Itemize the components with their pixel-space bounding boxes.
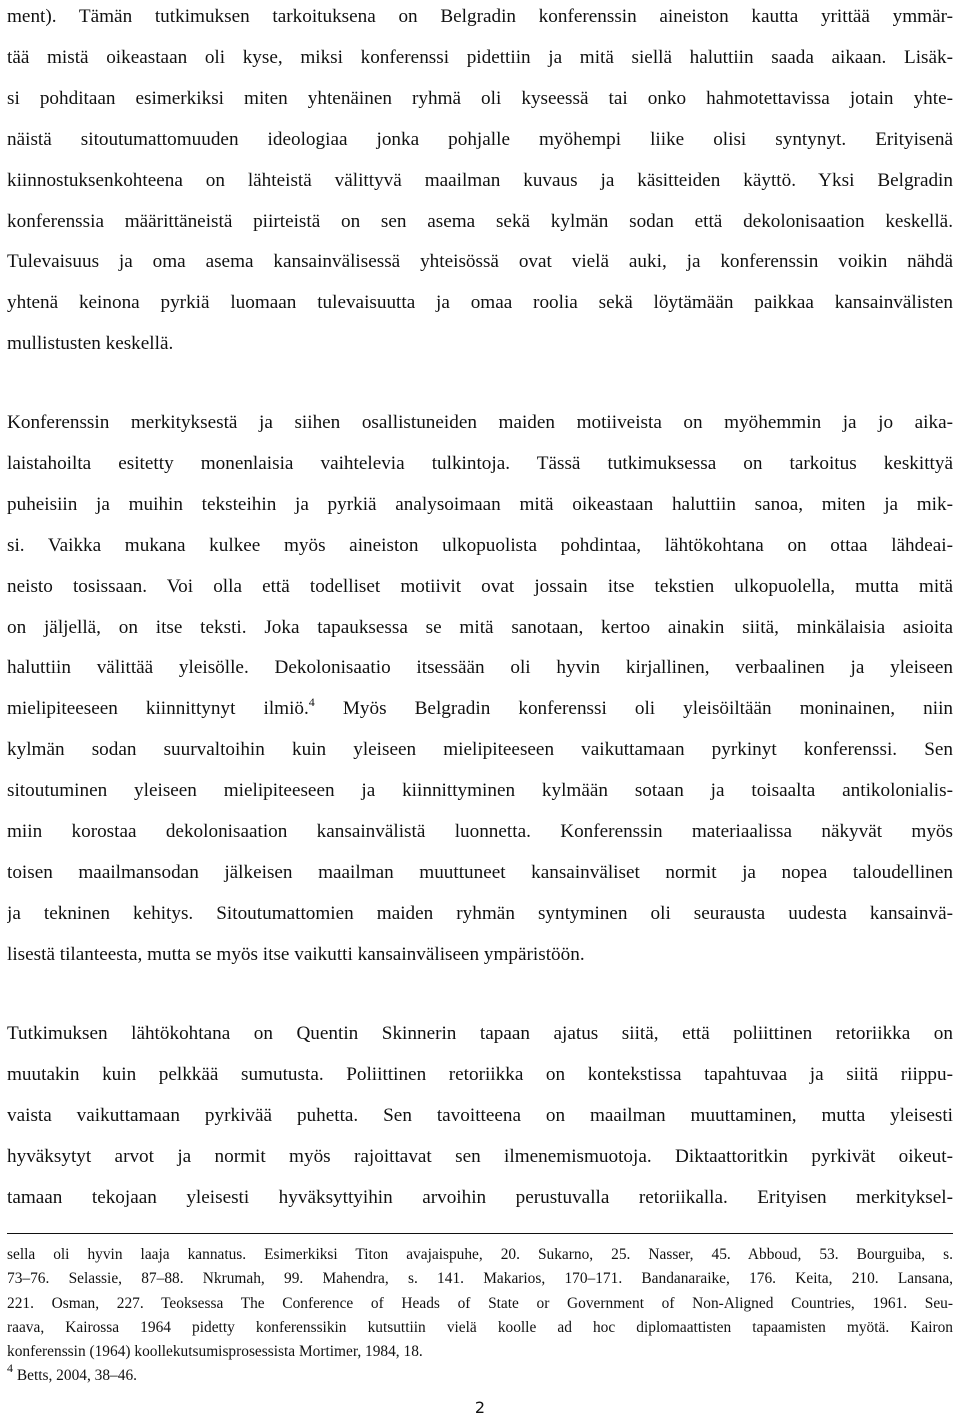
text-line-with-footnote-ref xyxy=(7,689,953,730)
footnote-text: Betts, 2004, 38–46. xyxy=(13,1367,137,1385)
text-line: si. Vaikka mukana kulkee myös aineiston ulkopuolista pohdintaa, lähtökohtana on ottaa lähdeai- xyxy=(7,534,953,556)
text-line: muutakin kuin pelkkää sumutusta. Poliittinen retoriikka on kontekstissa tapahtuvaa ja siitä riippu- xyxy=(7,1063,953,1085)
page-number: 2 xyxy=(474,1398,486,1417)
footnote-separator xyxy=(7,1233,953,1234)
footnotes xyxy=(7,1243,953,1389)
text-line: neisto tosissaan. Voi olla että todelliset motiivit ovat jossain itse tekstien ulkopuolella, mutta mitä xyxy=(7,575,953,597)
text-line: konferenssia määrittäneistä piirteistä on sen asema sekä kylmän sodan että dekolonisaation keskellä. xyxy=(7,210,953,232)
text-line: mullistusten keskellä. xyxy=(7,333,174,355)
text-line: si pohditaan esimerkiksi miten yhtenäinen ryhmä oli kyseessä tai onko hahmotettavissa jotain yhte- xyxy=(7,87,953,109)
text-line: ja tekninen kehitys. Sitoutumattomien maiden ryhmän syntyminen oli seurausta uudesta kansainvä- xyxy=(7,902,953,924)
text-line: haluttiin välittää yleisölle. Dekolonisaatio itsessään oli hyvin kirjallinen, verbaalinen ja yleiseen xyxy=(7,657,953,679)
text-line: toisen maailmansodan jälkeisen maailman muuttuneet kansainväliset normit ja nopea taloudellinen xyxy=(7,861,953,883)
text-line: hyväksytyt arvot ja normit myös rajoittavat sen ilmenemismuotoja. Diktaattoritkin pyrkivät oikeut- xyxy=(7,1145,953,1167)
text-line: vaista vaikuttamaan pyrkivää puhetta. Sen tavoitteena on maailman muuttaminen, mutta yleisesti xyxy=(7,1104,953,1126)
text-line: tamaan tekojaan yleisesti hyväksyttyihin arvoihin perustuvalla retoriikalla. Erityisen merkityksel- xyxy=(7,1186,953,1208)
footnote-line: 73–76. Selassie, 87–88. Nkrumah, 99. Mahendra, s. 141. Makarios, 170–171. Bandanaraike, 176. Keita, 210. Lansana, xyxy=(7,1270,953,1288)
text-line: tää mistä oikeastaan oli kyse, miksi konferenssi pidettiin ja mitä siellä haluttiin saada aikaan. Lisäk- xyxy=(7,46,953,68)
footnote-marker: 4 xyxy=(7,1364,13,1376)
text-line: puheisiin ja muihin teksteihin ja pyrkiä analysoimaan mitä oikeastaan haluttiin sanoa, miten ja mik- xyxy=(7,493,953,515)
text-line: yhtenä keinona pyrkiä luomaan tulevaisuutta ja omaa roolia sekä löytämään paikkaa kansainvälisten xyxy=(7,292,953,314)
text-segment: mielipiteeseen kiinnittynyt ilmiö. xyxy=(7,698,309,720)
text-line: näistä sitoutumattomuuden ideologiaa jonka pohjalle myöhempi liike olisi syntynyt. Erityisenä xyxy=(7,128,953,150)
text-line: Tulevaisuus ja oma asema kansainvälisessä yhteisössä ovat vielä auki, ja konferenssin voikin nähdä xyxy=(7,251,953,273)
text-segment: Myös Belgradin konferenssi oli yleisöiltään moninainen, niin xyxy=(314,698,953,720)
footnote-line: raava, Kairossa 1964 pidetty konferenssikin kutsuttiin vielä koolle ad hoc diplomaattisten tapaamisten myötä. Kairon xyxy=(7,1318,953,1336)
text-line: lisestä tilanteesta, mutta se myös itse vaikutti kansainväliseen ympäristöön. xyxy=(7,943,585,965)
text-line: on jäljellä, on itse teksti. Joka tapauksessa se mitä sanotaan, kertoo ainakin siitä, minkälaisia asioita xyxy=(7,616,953,638)
footnote-reference[interactable]: 4 xyxy=(308,695,315,710)
footnote-line: sella oli hyvin laaja kannatus. Esimerkiksi Titon avajaispuhe, 20. Sukarno, 25. Nasser, 45. Abboud, 53. Bourguiba, s. xyxy=(7,1246,953,1263)
text-line: ment). Tämän tutkimuksen tarkoituksena on Belgradin konferenssin aineiston kautta yrittää ymmär- xyxy=(7,6,953,27)
footnote-line: konferenssin (1964) koollekutsumisprosessista Mortimer, 1984, 18. xyxy=(7,1343,423,1361)
footnote-line: 221. Osman, 227. Teoksessa The Conference of Heads of State or Government of Non-Aligned Countries, 1961. Seu- xyxy=(7,1294,953,1312)
text-line: miin korostaa dekolonisaation kansainvälistä luonnetta. Konferenssin materiaalissa näkyvät myös xyxy=(7,821,953,843)
paragraph-2 xyxy=(7,403,953,976)
text-line: kiinnostuksenkohteena on lähteistä välittyvä maailman kuvaus ja käsitteiden käyttö. Yksi Belgradin xyxy=(7,169,953,191)
paragraph-3 xyxy=(7,1014,953,1219)
text-line: sitoutuminen yleiseen mielipiteeseen ja kiinnittyminen kylmään sotaan ja toisaalta antikolonialis- xyxy=(7,780,953,802)
text-line: Tutkimuksen lähtökohtana on Quentin Skinnerin tapaan ajatus siitä, että poliittinen retoriikka on xyxy=(7,1023,953,1044)
text-line: laistahoilta esitetty monenlaisia vaihtelevia tulkintoja. Tässä tutkimuksessa on tarkoitus keskittyä xyxy=(7,452,953,474)
text-line: Konferenssin merkityksestä ja siihen osallistuneiden maiden motiiveista on myöhemmin ja jo aika- xyxy=(7,412,953,433)
text-line: kylmän sodan suurvaltoihin kuin yleiseen mielipiteeseen vaikuttamaan pyrkinyt konferenssi. Sen xyxy=(7,739,953,761)
paragraph-1 xyxy=(7,0,953,365)
footnote-4 xyxy=(7,1364,953,1388)
